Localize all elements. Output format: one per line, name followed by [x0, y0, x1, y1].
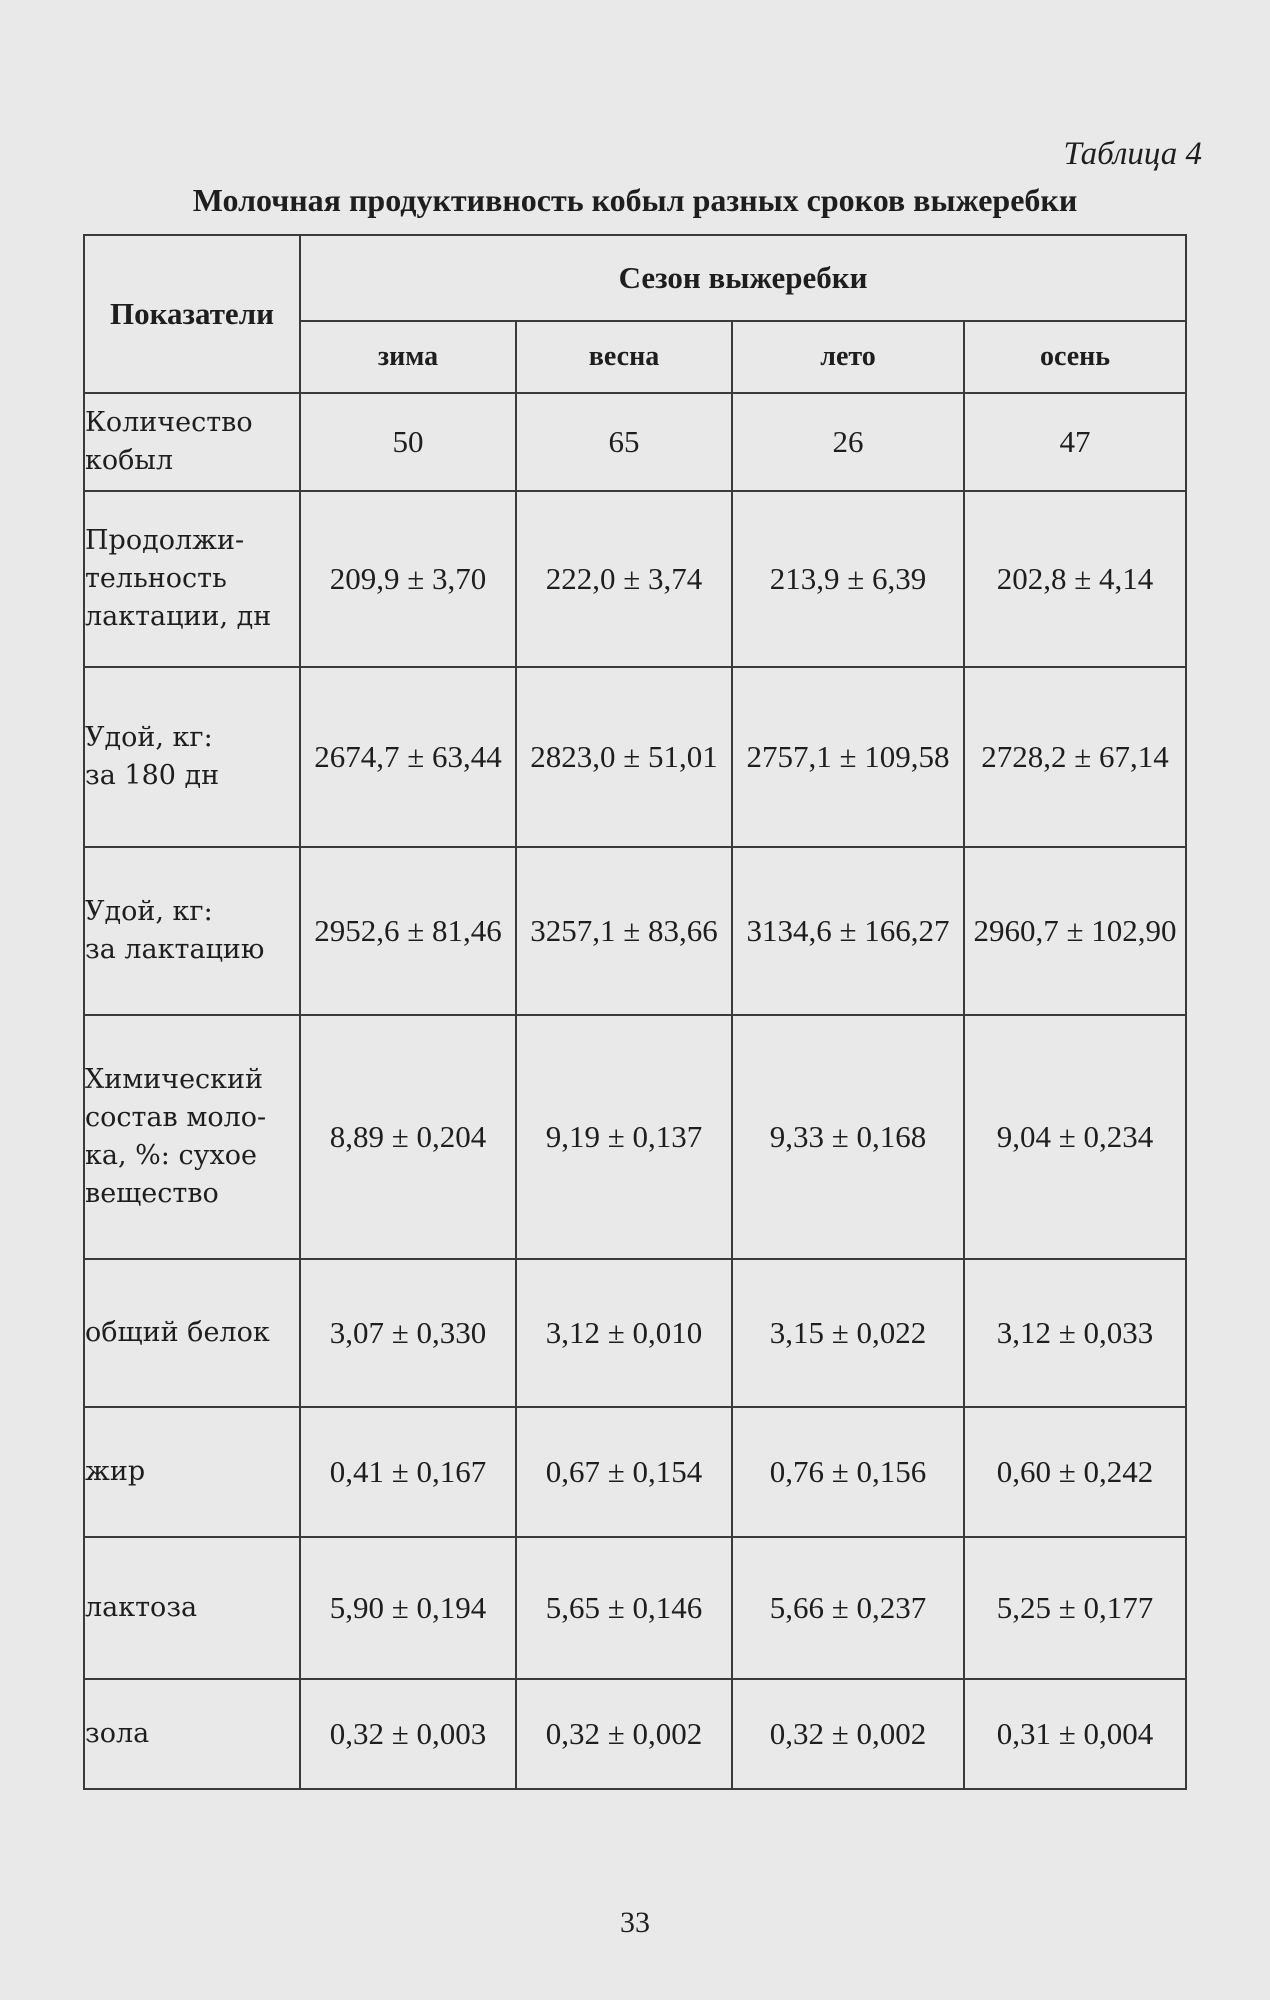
table-cell: 2728,2 ± 67,14	[964, 667, 1186, 847]
table-cell: 2960,7 ± 102,90	[964, 847, 1186, 1015]
row-label-line: тельность	[85, 563, 227, 594]
table-cell: 2952,6 ± 81,46	[300, 847, 516, 1015]
table-cell: 2757,1 ± 109,58	[732, 667, 964, 847]
header-row-group	[84, 235, 1186, 321]
row-label-line: Удой, кг:	[85, 896, 213, 927]
table-cell: 3,15 ± 0,022	[732, 1259, 964, 1407]
group-header-cell: Сезон выжеребки	[300, 235, 1186, 321]
table-cell: 5,25 ± 0,177	[964, 1537, 1186, 1679]
row-label-line: Количество	[85, 407, 253, 438]
row-label-line: за 180 дн	[85, 760, 220, 791]
row-label-line: лактоза	[85, 1592, 198, 1623]
table-cell: 0,67 ± 0,154	[516, 1407, 732, 1537]
table-cell: 3,07 ± 0,330	[300, 1259, 516, 1407]
row-label	[84, 393, 300, 491]
column-header-spring: весна	[516, 321, 732, 393]
table-row	[84, 491, 1186, 667]
row-label	[84, 1537, 300, 1679]
row-label	[84, 667, 300, 847]
row-label	[84, 1679, 300, 1789]
table-cell: 0,60 ± 0,242	[964, 1407, 1186, 1537]
row-label-line: лактации, дн	[85, 601, 272, 632]
table-cell: 222,0 ± 3,74	[516, 491, 732, 667]
table-cell: 9,04 ± 0,234	[964, 1015, 1186, 1259]
table-row	[84, 667, 1186, 847]
table-cell: 2674,7 ± 63,44	[300, 667, 516, 847]
table-row	[84, 1679, 1186, 1789]
row-label-line: ка, %: сухое	[85, 1140, 257, 1171]
row-label-line: Химический	[85, 1064, 264, 1095]
row-label	[84, 491, 300, 667]
table-row	[84, 1407, 1186, 1537]
table-cell: 0,31 ± 0,004	[964, 1679, 1186, 1789]
table-title: Молочная продуктивность кобыл разных сроков выжеребки	[192, 182, 1078, 218]
table-cell: 3,12 ± 0,010	[516, 1259, 732, 1407]
row-label-line: жир	[85, 1456, 146, 1487]
table-cell: 209,9 ± 3,70	[300, 491, 516, 667]
row-label-line: вещество	[85, 1178, 219, 1209]
column-header-winter: зима	[300, 321, 516, 393]
table-cell: 50	[300, 393, 516, 491]
table-cell: 9,19 ± 0,137	[516, 1015, 732, 1259]
table-cell: 0,32 ± 0,003	[300, 1679, 516, 1789]
row-label	[84, 847, 300, 1015]
row-label	[84, 1259, 300, 1407]
row-label-line: состав моло-	[85, 1102, 267, 1133]
table-cell: 5,65 ± 0,146	[516, 1537, 732, 1679]
table-cell: 0,41 ± 0,167	[300, 1407, 516, 1537]
row-label	[84, 1407, 300, 1537]
row-label-line: зола	[85, 1718, 150, 1749]
row-label-line: общий белок	[85, 1317, 270, 1348]
data-table	[83, 234, 1187, 1790]
table-cell: 0,32 ± 0,002	[516, 1679, 732, 1789]
table-row	[84, 1537, 1186, 1679]
page-number: 33	[620, 1906, 650, 1939]
table-cell: 213,9 ± 6,39	[732, 491, 964, 667]
table-row	[84, 1259, 1186, 1407]
table-row	[84, 1015, 1186, 1259]
table-cell: 2823,0 ± 51,01	[516, 667, 732, 847]
table-cell: 5,90 ± 0,194	[300, 1537, 516, 1679]
table-cell: 3134,6 ± 166,27	[732, 847, 964, 1015]
table-number: Таблица 4	[1063, 136, 1202, 172]
table-cell: 65	[516, 393, 732, 491]
row-label-line: кобыл	[85, 445, 174, 476]
row-label-line: Удой, кг:	[85, 722, 213, 753]
table-row	[84, 847, 1186, 1015]
column-header-autumn: осень	[964, 321, 1186, 393]
row-label-line: Продолжи-	[85, 525, 245, 556]
table-cell: 0,76 ± 0,156	[732, 1407, 964, 1537]
row-header-cell: Показатели	[84, 235, 300, 393]
table-cell: 8,89 ± 0,204	[300, 1015, 516, 1259]
table-cell: 202,8 ± 4,14	[964, 491, 1186, 667]
column-header-summer: лето	[732, 321, 964, 393]
table-cell: 3,12 ± 0,033	[964, 1259, 1186, 1407]
table-cell: 3257,1 ± 83,66	[516, 847, 732, 1015]
table-row	[84, 393, 1186, 491]
row-label-line: за лактацию	[85, 934, 265, 965]
table-cell: 9,33 ± 0,168	[732, 1015, 964, 1259]
table-cell: 0,32 ± 0,002	[732, 1679, 964, 1789]
row-label	[84, 1015, 300, 1259]
table-cell: 26	[732, 393, 964, 491]
table-cell: 47	[964, 393, 1186, 491]
table-cell: 5,66 ± 0,237	[732, 1537, 964, 1679]
